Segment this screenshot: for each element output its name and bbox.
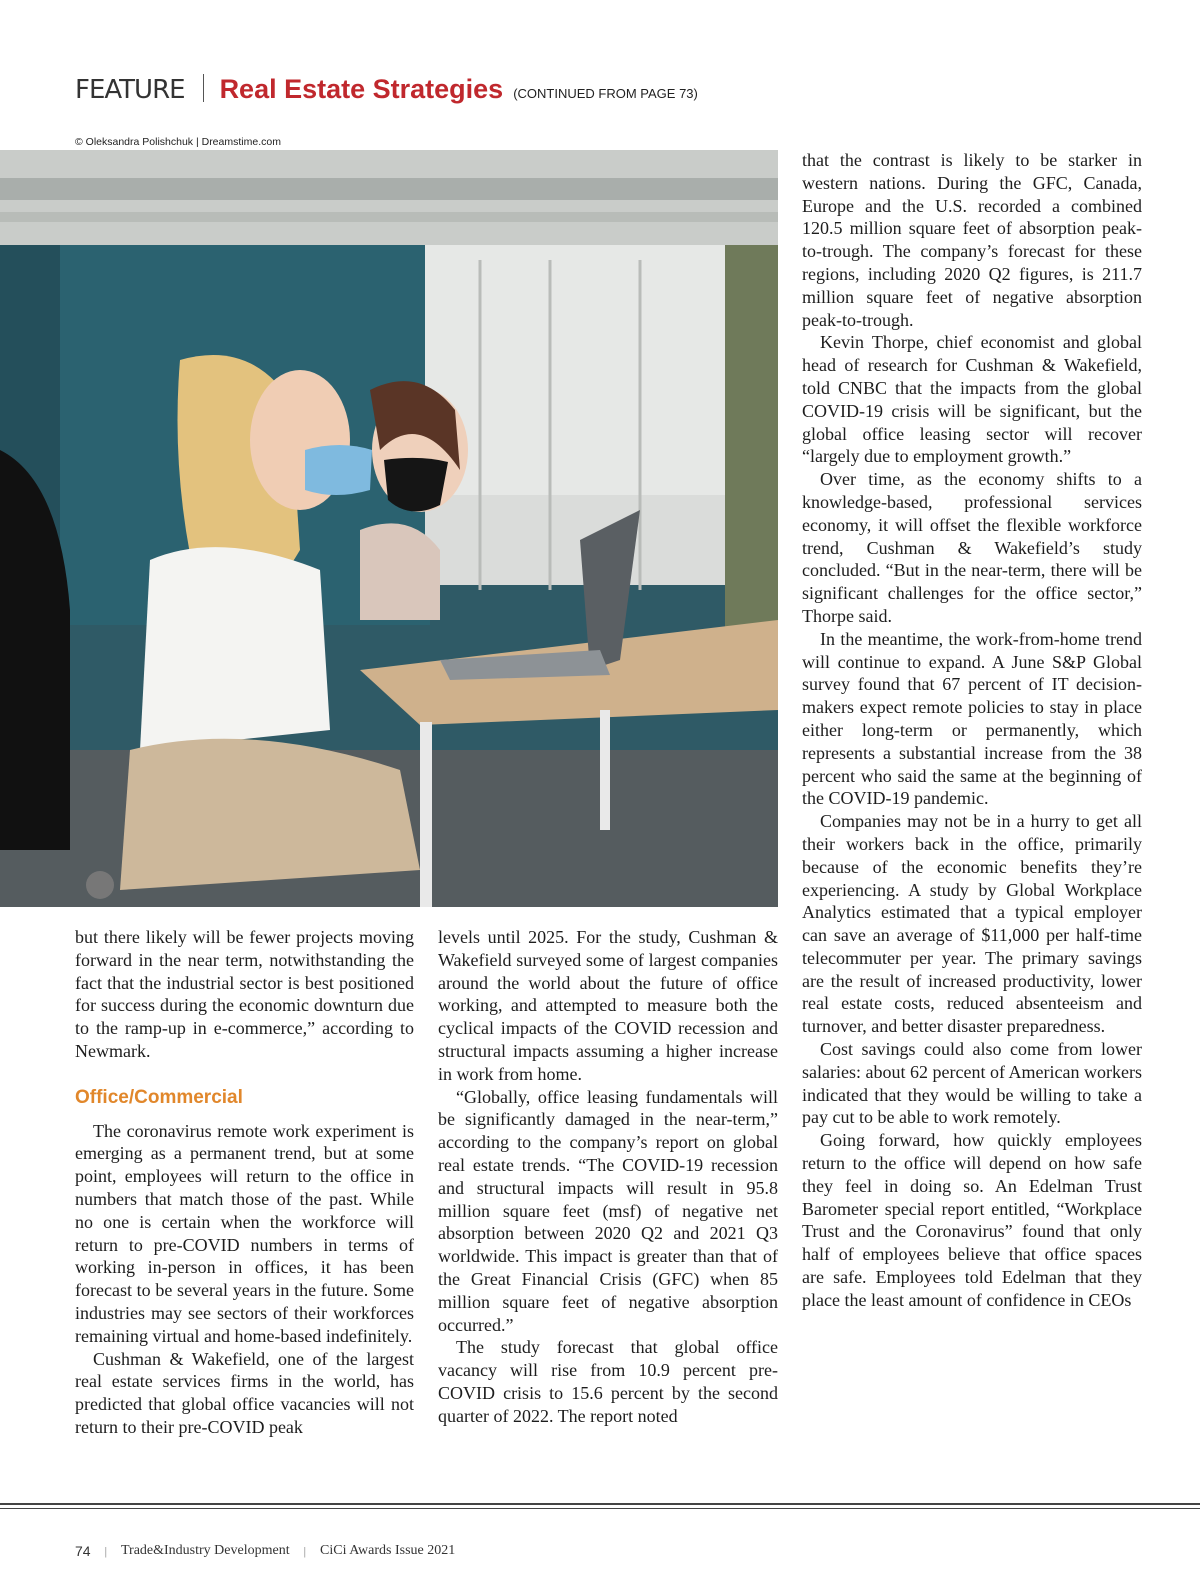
paragraph: In the meantime, the work-from-home trend will continue to expand. A June S&P Global survey found that 67 percent of IT decision-makers expect remote policies to stay in place either long-term or permanently, which represents a substantial increase from the 38 percent who said the same at the beginning of the COVID-19 pandemic. xyxy=(802,628,1142,809)
paragraph: Going forward, how quickly employees return to the office will depend on how safe they feel in doing so. An Edelman Trust Barometer special report entitled, “Workplace Trust and the Coronavirus” found that only half of employees believe that office spaces are safe. Employees told Edelman that they place the least amount of confidence in CEOs xyxy=(802,1130,1142,1310)
footer-separator: | xyxy=(303,1543,307,1558)
paragraph: Over time, as the economy shifts to a knowledge-based, professional services economy, it will offset the flexible workforce trend, Cushman & Wakefield’s study concluded. “But in the near-term, there will be significant challenges for the office sector,” Thorpe said. xyxy=(802,469,1142,626)
paragraph: Cushman & Wakefield, one of the largest real estate services firms in the world, has predicted that global office vacancies will not return to their pre-COVID peak xyxy=(75,1348,414,1437)
text-column-2 xyxy=(438,926,778,1428)
publication-name: Trade&Industry Development xyxy=(120,1543,290,1558)
issue-name: CiCi Awards Issue 2021 xyxy=(320,1543,456,1558)
photo-credit: © Oleksandra Polishchuk | Dreamstime.com xyxy=(75,136,281,148)
article-photo xyxy=(0,150,778,907)
paragraph: that the contrast is likely to be starker in western nations. During the GFC, Canada, Europe and the U.S. recorded a combined 120.5 million square feet of absorption peak-to-trough. The company’s forecast for these regions, including 2020 Q2 figures, is 211.7 million square feet of negative absorption peak-to-trough. xyxy=(802,150,1142,330)
page-number: 74 xyxy=(75,1543,91,1559)
paragraph: The coronavirus remote work experiment is emerging as a permanent trend, but at some point, employees will return to the office in numbers that match those of the past. While no one is certain when the workforce will return to pre-COVID numbers in terms of working in-person in offices, it has been forecast to be several years in the future. Some industries may see sectors of their workforces remaining virtual and home-based indefinitely. xyxy=(75,1120,414,1346)
header-divider xyxy=(203,74,204,102)
paragraph: Companies may not be in a hurry to get all their workers back in the office, primarily because of the economic benefits they’re experiencing. A study by Global Workplace Analytics estimated that a typical employer can save an average of $11,000 per half-time telecommuter per year. The primary savings are the result of increased productivity, lower real estate costs, reduced absenteeism and turnover, and better disaster preparedness. xyxy=(802,811,1142,1037)
subhead-office-commercial: Office/Commercial xyxy=(75,1086,243,1108)
feature-label: FEATURE xyxy=(75,75,185,105)
footer-separator: | xyxy=(104,1543,107,1558)
page-header xyxy=(75,70,698,110)
text-column-1 xyxy=(75,926,414,1439)
paragraph: levels until 2025. For the study, Cushman & Wakefield surveyed some of largest companies around the world about the future of office working, and attempted to measure both the cyclical impacts of the COVID recession and structural impacts assuming a higher increase in work from home. xyxy=(438,927,778,1084)
page-footer xyxy=(75,1543,455,1559)
continued-note: (CONTINUED FROM PAGE 73) xyxy=(513,86,698,101)
section-title: Real Estate Strategies xyxy=(219,74,504,104)
paragraph: but there likely will be fewer projects moving forward in the near term, notwithstanding the fact that the industrial sector is best positioned for success during the economic downturn due to the ramp-up in e-commerce,” according to Newmark. xyxy=(75,927,414,1061)
paragraph: The study forecast that global office vacancy will rise from 10.9 percent pre-COVID crisis to 15.6 percent by the second quarter of 2022. The report noted xyxy=(438,1337,778,1426)
paragraph: “Globally, office leasing fundamentals will be significantly damaged in the near-term,” according to the company’s report on global real estate trends. “The COVID-19 recession and structural impacts will result in 95.8 million square feet (msf) of negative net absorption between 2020 Q2 and 2021 Q3 worldwide. This impact is greater than that of the Great Financial Crisis (GFC) when 85 million square feet of negative absorption occurred.” xyxy=(438,1086,778,1335)
footer-rule xyxy=(0,1503,1200,1509)
text-column-3 xyxy=(802,149,1142,1312)
paragraph: Cost savings could also come from lower salaries: about 62 percent of American workers indicated that they would be willing to take a pay cut to be able to work remotely. xyxy=(802,1039,1142,1128)
paragraph: Kevin Thorpe, chief economist and global head of research for Cushman & Wakefield, told CNBC that the impacts from the global COVID-19 crisis will be significant, but the global office leasing sector will recover “largely due to employment growth.” xyxy=(802,332,1142,467)
